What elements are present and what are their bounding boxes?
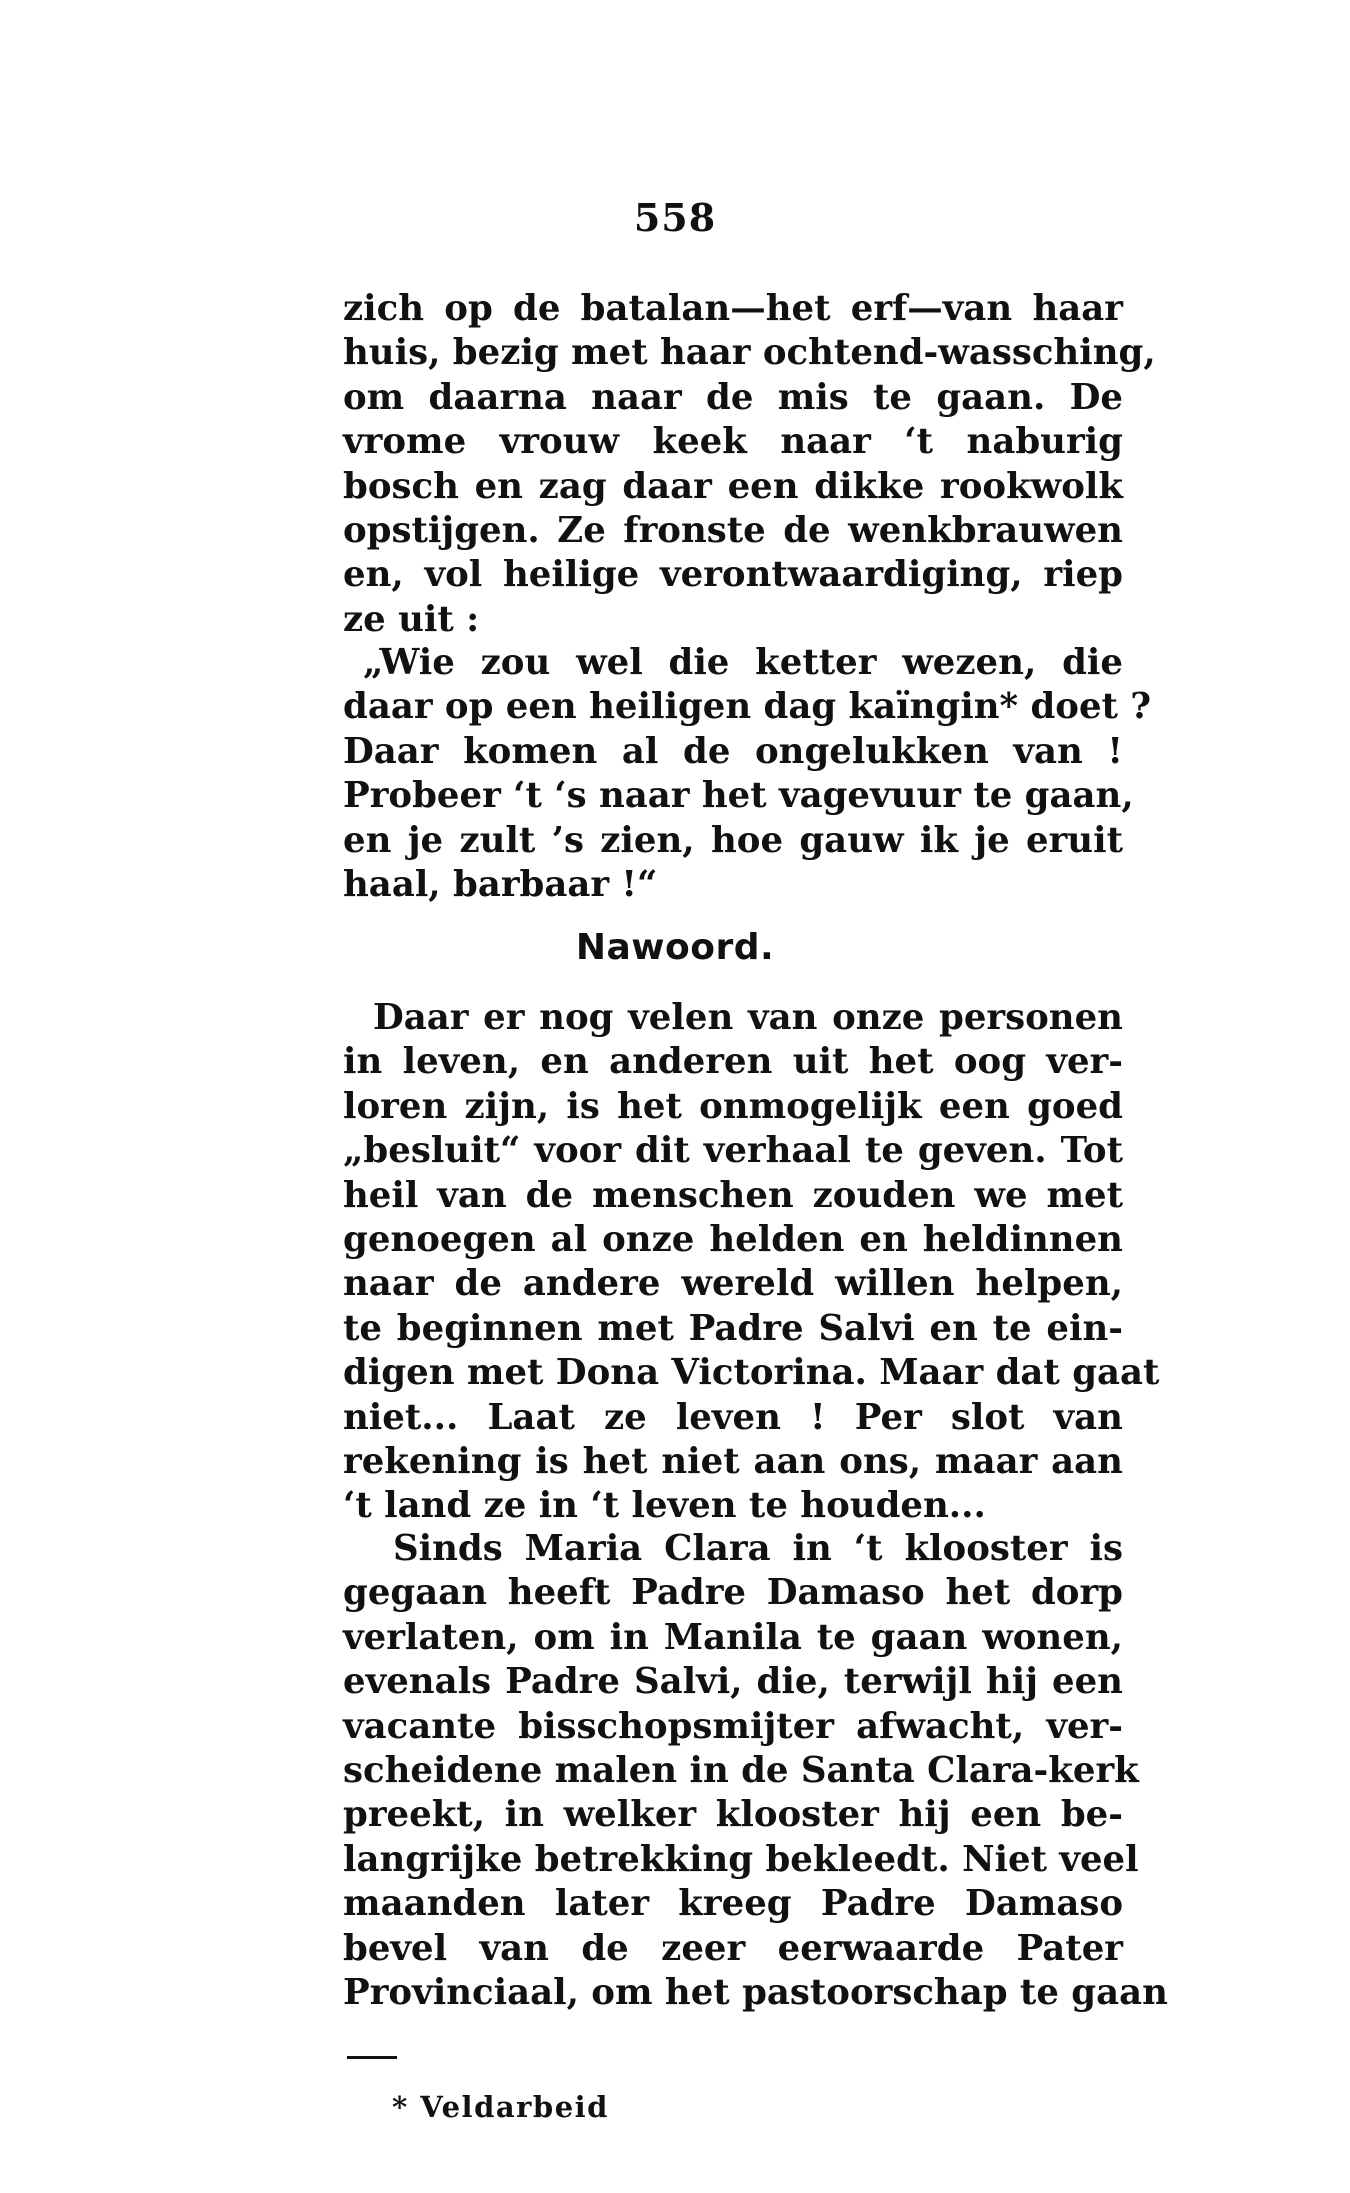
text-line: digen met Dona Victorina. Maar dat gaat [343,1352,1160,1394]
text-line: genoegen al onze helden en heldinnen [343,1218,1123,1260]
text-line: Daar er nog velen van onze personen [373,997,1123,1038]
text-line: haal, barbaar !“ [343,863,658,905]
text-line: „Wie zou wel die ketter wezen, die [363,642,1123,683]
paragraph-3 [343,996,1160,1529]
text-line: langrijke betrekking bekleedt. Niet veel [343,1838,1139,1880]
text-line: opstijgen. Ze fronste de wenkbrauwen [343,509,1123,551]
text-line: en je zult ’s zien, hoe gauw ik je eruit [343,819,1123,861]
text-line: scheidene malen in de Santa Clara-kerk [343,1749,1139,1791]
text-line: te beginnen met Padre Salvi en te ein- [343,1307,1123,1349]
text-line: ‘t land ze in ‘t leven te houden... [343,1485,986,1527]
text-line: daar op een heiligen dag kaïngin* doet ? [343,686,1152,728]
footnote-divider [347,2056,397,2059]
text-line: niet... Laat ze leven ! Per slot van [343,1396,1123,1438]
text-line: maanden later kreeg Padre Damaso [343,1883,1123,1925]
text-line: bosch en zag daar een dikke rookwolk [343,465,1123,507]
text-line: verlaten, om in Manila te gaan wonen, [343,1616,1123,1658]
text-line: huis, bezig met haar ochtend-wassching, [343,332,1156,374]
text-line: vacante bisschopsmijter afwacht, ver- [343,1705,1123,1747]
text-line: ze uit : [343,598,480,640]
text-line: en, vol heilige verontwaardiging, riep [343,554,1123,596]
text-line: Daar komen al de ongelukken van ! [343,730,1123,772]
text-line: Provinciaal, om het pastoorschap te gaan [343,1971,1168,2013]
text-line: Sinds Maria Clara in ‘t klooster is [393,1528,1123,1569]
footnote: * Veldarbeid [392,2090,609,2124]
section-heading: Nawoord. [575,927,775,968]
text-line: heil van de menschen zouden we met [343,1174,1123,1216]
text-line: om daarna naar de mis te gaan. De [343,376,1123,418]
text-line: in leven, en anderen uit het oog ver- [343,1041,1123,1083]
text-line: preekt, in welker klooster hij een be- [343,1794,1123,1836]
page-number: 558 [633,195,717,240]
paragraph-2-quote [343,641,1152,907]
text-line: bevel van de zeer eerwaarde Pater [343,1927,1123,1969]
text-line: vrome vrouw keek naar ‘t naburig [343,421,1123,463]
text-line: rekening is het niet aan ons, maar aan [343,1440,1123,1482]
text-line: Probeer ‘t ‘s naar het vagevuur te gaan, [343,775,1134,817]
text-line: zich op de batalan—het erf—van haar [343,288,1123,329]
paragraph-4 [343,1527,1168,2015]
text-line: naar de andere wereld willen helpen, [343,1263,1123,1305]
text-line: gegaan heeft Padre Damaso het dorp [343,1572,1123,1614]
text-line: evenals Padre Salvi, die, terwijl hij een [343,1661,1123,1703]
text-line: „besluit“ voor dit verhaal te geven. Tot [343,1130,1123,1172]
paragraph-1 [343,287,1156,642]
text-line: loren zijn, is het onmogelijk een goed [343,1085,1123,1127]
